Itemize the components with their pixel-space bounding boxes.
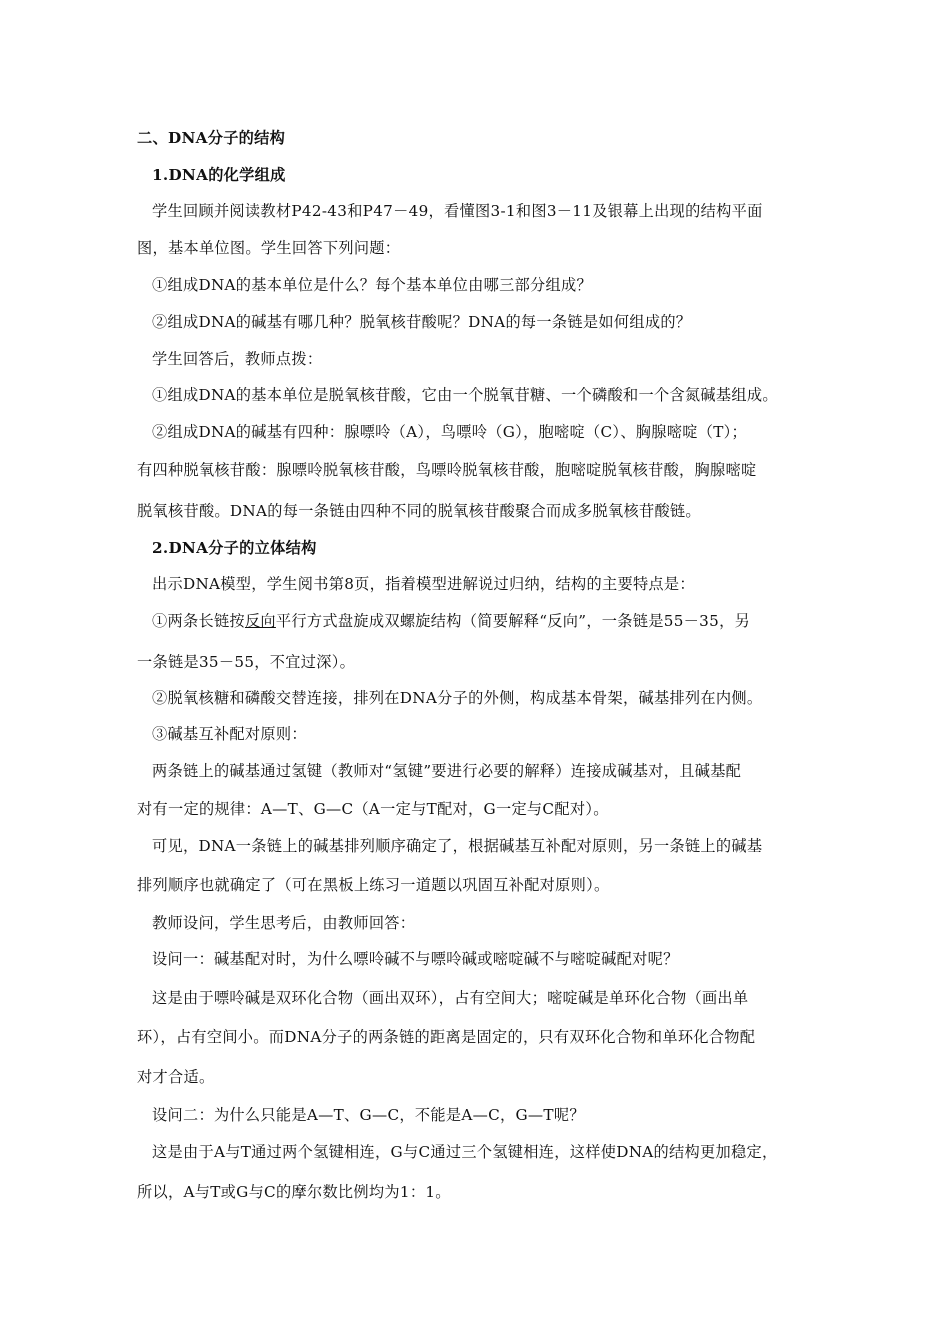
paragraph-line: 两条链上的碱基通过氢键（教师对“氢键”要进行必要的解释）连接成碱基对，且碱基配 — [152, 762, 742, 780]
answer-one-line: 对才合适。 — [137, 1068, 215, 1086]
question-one: 设问一：碱基配对时，为什么嘌呤碱不与嘌呤碱或嘧啶碱不与嘧啶碱配对呢？ — [152, 950, 679, 968]
answer-one-line: 环），占有空间小。而DNA分子的两条链的距离是固定的，只有双环化合物和单环化合物配 — [137, 1028, 756, 1046]
paragraph-line: 出示DNA模型，学生阅书第8页，指着模型进解说过归纳，结构的主要特点是： — [152, 575, 695, 593]
paragraph-line: 对有一定的规律：A—T、G—C（A一定与T配对，G一定与C配对）。 — [137, 800, 609, 818]
answer-1: ①组成DNA的基本单位是脱氧核苷酸，它由一个脱氧苷糖、一个磷酸和一个含氮碱基组成。 — [152, 386, 778, 404]
answer-two-line: 这是由于A与T通过两个氢键相连，G与C通过三个氢键相连，这样使DNA的结构更加稳定， — [152, 1143, 778, 1161]
paragraph-line: 排列顺序也就确定了（可在黑板上练习一道题以巩固互补配对原则）。 — [137, 876, 610, 894]
structure-point-1-start: ①两条长链按 — [152, 612, 245, 630]
section-heading: 二、DNA分子的结构 — [137, 129, 286, 147]
question-1: ①组成DNA的基本单位是什么？每个基本单位由哪三部分组成？ — [152, 276, 593, 294]
answer-two-line: 所以，A与T或G与C的摩尔数比例均为1：1。 — [137, 1183, 451, 1201]
paragraph-line: 学生回顾并阅读教材P42-43和P47－49，看懂图3-1和图3－11及银幕上出现的结构平面 — [152, 202, 763, 220]
answer-2-line: 脱氧核苷酸。DNA的每一条链由四种不同的脱氧核苷酸聚合而成多脱氧核苷酸链。 — [137, 502, 701, 520]
answer-2-line: 有四种脱氧核苷酸：腺嘌呤脱氧核苷酸，鸟嘌呤脱氧核苷酸，胞嘧啶脱氧核苷酸，胸腺嘧啶 — [137, 461, 757, 479]
answer-2-line: ②组成DNA的碱基有四种：腺嘌呤（A），鸟嘌呤（G），胞嘧啶（C）、胸腺嘧啶（T）； — [152, 423, 748, 441]
paragraph-line: 教师设问，学生思考后，由教师回答： — [152, 914, 416, 932]
paragraph-line: 可见，DNA一条链上的碱基排列顺序确定了，根据碱基互补配对原则，另一条链上的碱基 — [152, 837, 763, 855]
paragraph-line: 图，基本单位图。学生回答下列问题： — [137, 239, 401, 257]
question-two: 设问二：为什么只能是A—T、G—C，不能是A—C，G—T呢？ — [152, 1106, 585, 1124]
paragraph-line: 学生回答后，教师点拨： — [152, 350, 323, 368]
structure-point-1 — [152, 610, 750, 632]
structure-point-1-end: 平行方式盘旋成双螺旋结构（简要解释“反向”，一条链是55－35，另 — [275, 612, 751, 630]
subheading-chemical-composition: 1.DNA的化学组成 — [152, 166, 286, 184]
question-2: ②组成DNA的碱基有哪几种？脱氧核苷酸呢？DNA的每一条链是如何组成的？ — [152, 313, 692, 331]
underlined-term: 反向 — [244, 612, 276, 630]
structure-point-2: ②脱氧核糖和磷酸交替连接，排列在DNA分子的外侧，构成基本骨架，碱基排列在内侧。 — [152, 689, 763, 707]
structure-point-1-line: 一条链是35－55，不宜过深）。 — [137, 653, 356, 671]
subheading-3d-structure: 2.DNA分子的立体结构 — [152, 539, 317, 557]
answer-one-line: 这是由于嘌呤碱是双环化合物（画出双环），占有空间大；嘧啶碱是单环化合物（画出单 — [152, 989, 749, 1007]
structure-point-3: ③碱基互补配对原则： — [152, 725, 307, 743]
